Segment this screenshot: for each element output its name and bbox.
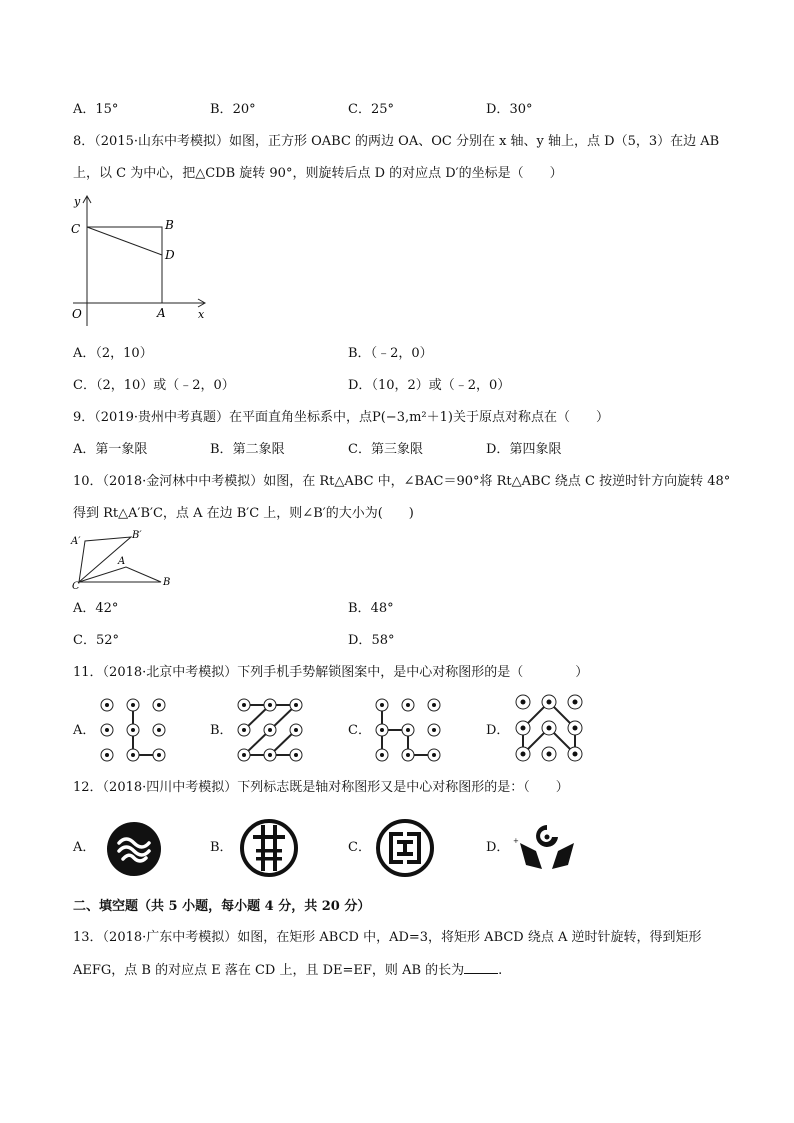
q10-figure xyxy=(66,527,176,592)
q12-logo-d xyxy=(512,821,582,871)
q10-label-b1: B′ xyxy=(132,530,142,541)
q8-label-o: O xyxy=(72,307,82,321)
q10-label-a1: A′ xyxy=(71,536,81,547)
q12-logo-b xyxy=(240,819,298,877)
q8-label-c: C xyxy=(71,222,81,236)
q10-option-b: B．48° xyxy=(348,601,394,616)
q12-logo-a xyxy=(106,821,162,877)
q12-logo-c xyxy=(376,819,434,877)
q12-option-c-letter: C． xyxy=(348,840,371,855)
q11-pattern-b xyxy=(232,695,308,765)
q13-stem-line2: AEFG，点 B 的对应点 E 落在 CD 上，且 DE=EF，则 AB 的长为 . xyxy=(73,963,503,978)
q11-pattern-c xyxy=(370,695,446,765)
q9-stem: 9．（2019·贵州中考真题）在平面直角坐标系中，点P(−3,m²＋1)关于原点对称点在（ ） xyxy=(73,410,609,425)
q7-option-d: D．30° xyxy=(486,102,533,117)
q8-square xyxy=(87,227,162,303)
q10-stem-line1: 10．（2018·金河林中中考模拟）如图，在 Rt△ABC 中，∠BAC＝90°将 Rt△ABC 绕点 C 按逆时针方向旋转 48° xyxy=(73,474,731,489)
q12-option-b-letter: B． xyxy=(210,840,233,855)
q10-label-b: B xyxy=(163,577,171,588)
q8-label-x: x xyxy=(198,308,205,321)
q10-triangle-abc xyxy=(79,567,161,582)
q10-label-a: A xyxy=(118,556,126,567)
q9-option-b: B．第二象限 xyxy=(210,442,285,457)
q8-label-b: B xyxy=(165,218,174,232)
q11-option-d-letter: D． xyxy=(486,723,510,738)
q11-option-c-letter: C． xyxy=(348,723,371,738)
q8-stem-line1: 8．（2015·山东中考模拟）如图，正方形 OABC 的两边 OA、OC 分别在 x 轴、y 轴上，点 D（5，3）在边 AB xyxy=(73,134,720,149)
q10-stem-line2: 得到 Rt△A′B′C，点 A 在边 B′C 上，则∠B′的大小为( ) xyxy=(73,506,414,521)
q11-option-b-letter: B． xyxy=(210,723,233,738)
q8-option-a: A．（2，10） xyxy=(73,346,153,361)
q13-stem-line1: 13．（2018·广东中考模拟）如图，在矩形 ABCD 中，AD=3，将矩形 ABCD 绕点 A 逆时针旋转，得到矩形 xyxy=(73,930,702,945)
q8-label-a: A xyxy=(157,306,166,320)
q11-stem: 11．（2018·北京中考模拟）下列手机手势解锁图案中，是中心对称图形的是（ ） xyxy=(73,665,589,680)
q7-option-c: C．25° xyxy=(348,102,394,117)
q13-answer-blank[interactable] xyxy=(464,961,498,974)
svg-text:+: + xyxy=(513,837,519,845)
agricultural-bank-logo-icon xyxy=(242,821,296,875)
q8-stem-line2: 上，以 C 为中心，把△CDB 旋转 90°，则旋转后点 D 的对应点 D′的坐标是（ ） xyxy=(73,166,563,181)
q11-pattern-d xyxy=(508,690,594,772)
rural-credit-logo-icon xyxy=(520,825,574,869)
q10-option-c: C．52° xyxy=(73,633,119,648)
q12-option-a-letter: A． xyxy=(73,840,96,855)
q9-option-c: C．第三象限 xyxy=(348,442,423,457)
q7-option-b: B．20° xyxy=(210,102,256,117)
q8-label-d: D xyxy=(165,248,175,262)
q8-segment-cd xyxy=(87,227,162,255)
q8-option-d: D．（10，2）或（﹣2，0） xyxy=(348,378,511,393)
q8-option-b: B．（﹣2，0） xyxy=(348,346,433,361)
q7-option-a: A．15° xyxy=(73,102,119,117)
q12-stem: 12．（2018·四川中考模拟）下列标志既是轴对称图形又是中心对称图形的是：（ ） xyxy=(73,780,569,795)
q9-option-a: A．第一象限 xyxy=(73,442,148,457)
q11-option-a-letter: A． xyxy=(73,723,96,738)
q11-pattern-a xyxy=(95,695,171,765)
section-2-title: 二、填空题（共 5 小题，每小题 4 分，共 20 分） xyxy=(73,899,371,914)
q12-option-d-letter: D． xyxy=(486,840,510,855)
q10-option-d: D．58° xyxy=(348,633,395,648)
q9-option-d: D．第四象限 xyxy=(486,442,562,457)
q8-figure xyxy=(65,193,215,328)
q10-label-c: C xyxy=(72,581,80,592)
q10-option-a: A．42° xyxy=(73,601,119,616)
q8-label-y: y xyxy=(74,195,81,208)
q8-option-c: C．（2，10）或（﹣2，0） xyxy=(73,378,235,393)
